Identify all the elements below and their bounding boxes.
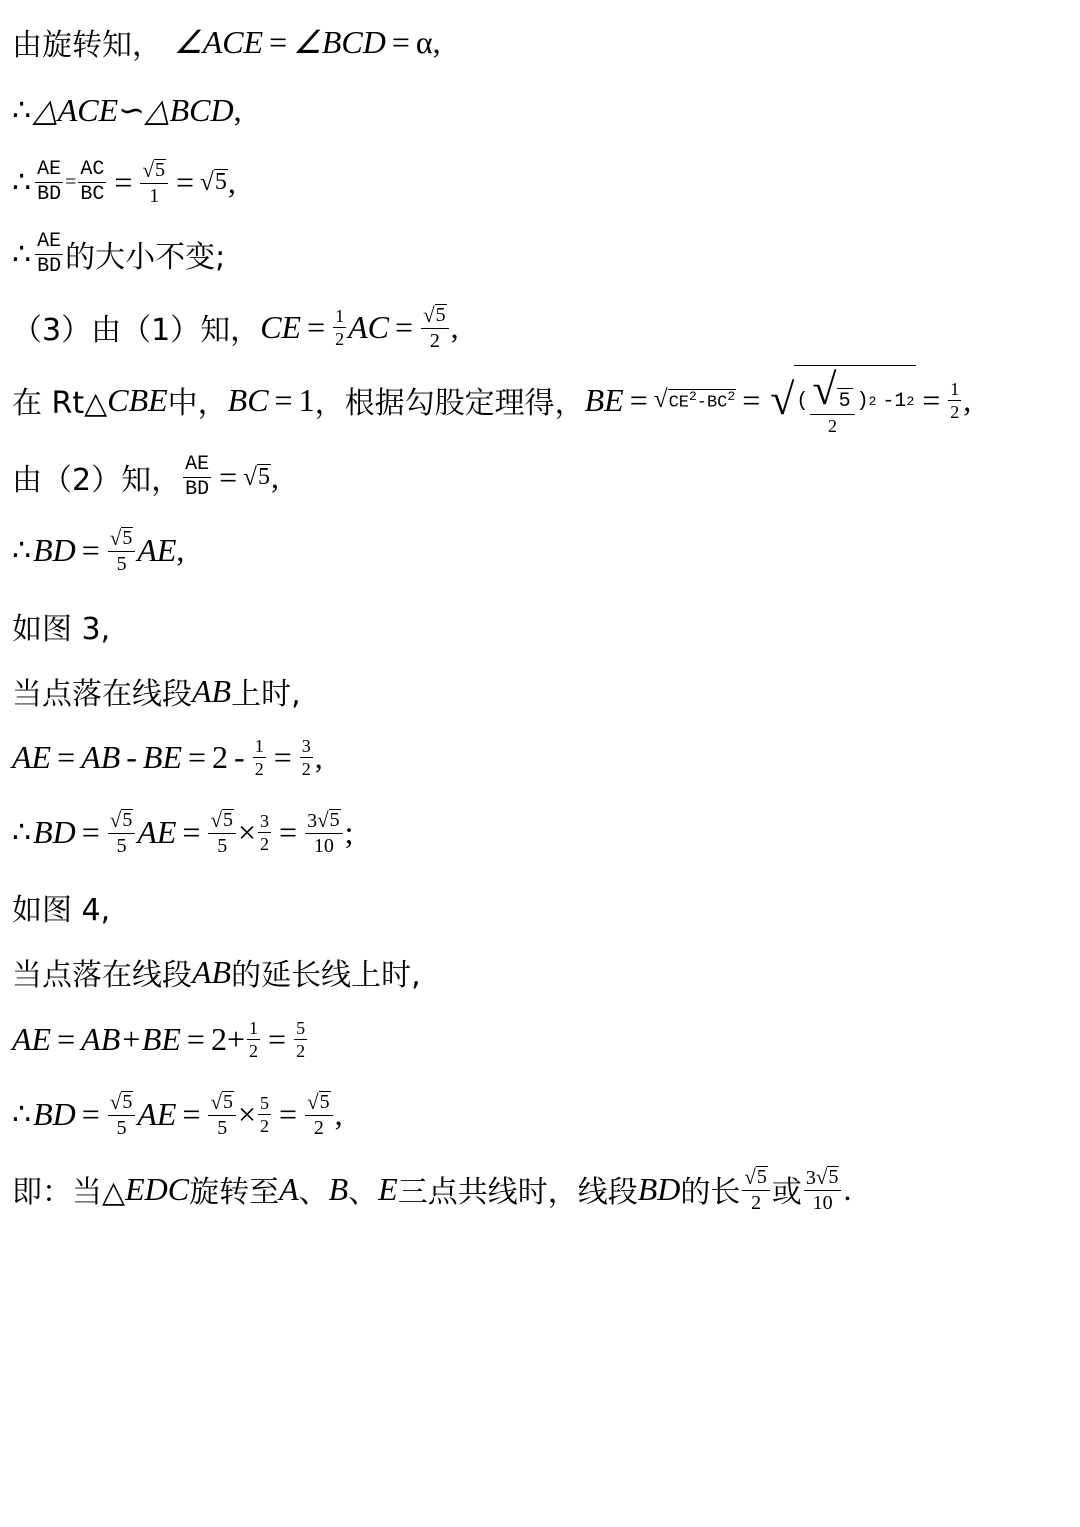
text: 的大小不变; — [65, 240, 226, 275]
equals: = — [391, 23, 410, 60]
minus-one: -1 — [882, 390, 907, 413]
numerator: 3 — [260, 810, 270, 831]
text: 即：当△ — [12, 1175, 126, 1210]
numerator: 1 — [254, 735, 264, 756]
radicand: 5 — [838, 390, 851, 413]
radicand: 5 — [435, 303, 446, 326]
equals: = — [307, 308, 326, 345]
paren-close: ) — [856, 390, 869, 413]
ae: AE — [12, 738, 52, 775]
fraction-root5-over-5 — [108, 527, 136, 574]
equals: = — [274, 381, 293, 418]
denominator: 1 — [149, 184, 160, 207]
denominator: BD — [185, 477, 210, 501]
equals: = — [81, 531, 100, 568]
fraction-root5-over-2 — [742, 1166, 770, 1213]
fraction-5-2 — [294, 1019, 307, 1060]
angle-ace: ∠ACE — [174, 24, 264, 60]
numerator: 1 — [249, 1017, 259, 1038]
numerator: 1 — [950, 378, 960, 399]
equals: = — [114, 163, 133, 200]
equals: = — [57, 1020, 76, 1057]
equals: = — [269, 23, 288, 60]
text: 在 Rt△ — [12, 386, 108, 421]
sqrt-ce2-bc2: √ $CE^2-BC^2$ — [653, 386, 736, 414]
fraction-root5-over-2 — [810, 365, 854, 436]
bc: BC — [227, 381, 269, 418]
equals: = — [81, 813, 100, 850]
numerator: √ 5 — [305, 1091, 333, 1116]
therefore-symbol: ∴ — [12, 532, 32, 568]
text: 的长 — [680, 1175, 741, 1210]
alpha: α, — [415, 23, 441, 60]
minus: - — [126, 738, 137, 775]
numerator: AE — [37, 157, 62, 181]
text: 当点落在线段 — [12, 677, 192, 712]
numerator: √ 5 — [108, 527, 136, 552]
numerator: 3 √ 5 — [305, 809, 343, 834]
separator: 、 — [348, 1175, 379, 1210]
be: BE — [142, 738, 182, 775]
equals: = — [57, 738, 76, 775]
numerator: 5 — [260, 1092, 270, 1113]
text: （3）由（1）知， — [12, 313, 261, 348]
denominator: 5 — [217, 834, 228, 857]
line-angle-equality — [12, 10, 1070, 74]
therefore-symbol: ∴ — [12, 236, 32, 272]
line-on-extension — [12, 940, 1070, 1004]
fraction-ae-bd — [35, 157, 63, 206]
equals: = — [629, 381, 648, 418]
triangle-bcd: △BCD — [144, 92, 234, 128]
numerator: √ 5 — [421, 304, 449, 329]
comma: , — [176, 531, 185, 568]
fraction-5-2 — [258, 1094, 271, 1135]
line-part3-ce — [12, 295, 1070, 359]
exp: 2 — [868, 394, 877, 409]
coefficient: 3 — [307, 809, 318, 832]
numerator — [140, 159, 168, 184]
line-figure4 — [12, 875, 1070, 939]
numerator: √ 5 — [742, 1166, 770, 1191]
two-plus: 2+ — [210, 1020, 246, 1057]
radicand — [668, 389, 737, 413]
fraction-root5-over-5 — [108, 1091, 136, 1138]
semicolon: ; — [344, 813, 354, 850]
line-on-segment — [12, 659, 1070, 723]
fraction-half — [333, 307, 346, 348]
ab-plus-be: AB+BE — [81, 1020, 181, 1057]
ae: AE — [137, 531, 177, 568]
exp: 2 — [727, 389, 736, 405]
line-ratio — [12, 150, 1070, 214]
text: 由旋转知， — [12, 28, 162, 63]
numerator: √ 5 — [208, 809, 236, 834]
comma: , — [450, 308, 459, 345]
equals: = — [175, 163, 195, 200]
fraction-3-2 — [300, 737, 313, 778]
fraction-root5-over-5 — [108, 809, 136, 856]
comma: , — [270, 458, 279, 495]
denominator: BD — [37, 182, 62, 206]
text: 中， — [167, 386, 228, 421]
fraction-half — [948, 380, 961, 421]
bd: BD — [33, 813, 76, 850]
radicand: 5 — [329, 808, 340, 831]
equals: = — [182, 1095, 201, 1132]
text: 如图 4, — [12, 893, 111, 928]
equals-small: = — [65, 170, 77, 193]
numerator: √ 5 — [208, 1091, 236, 1116]
fraction-half — [247, 1019, 260, 1060]
equals: = — [395, 308, 414, 345]
fraction-half — [253, 737, 266, 778]
similar-symbol: ∽ — [118, 92, 145, 128]
angle-bcd: ∠BCD — [293, 24, 386, 60]
bd: BD — [33, 531, 76, 568]
numerator: √ 5 — [810, 368, 854, 415]
denominator: 2 — [335, 328, 345, 349]
denominator: 5 — [116, 834, 127, 857]
sqrt: √ 5 — [142, 157, 165, 182]
denominator: 5 — [116, 1116, 127, 1139]
denominator: BD — [37, 254, 62, 278]
denominator: 2 — [249, 1040, 259, 1061]
ce: CE — [668, 393, 689, 413]
ab: AB — [192, 672, 232, 709]
radicand: 5 — [756, 1165, 767, 1188]
ac: AC — [348, 308, 390, 345]
radicand: 5 — [154, 158, 165, 181]
denominator: 2 — [429, 329, 440, 352]
comma: , — [334, 1095, 343, 1132]
line-figure3 — [12, 594, 1070, 658]
denominator: 2 — [254, 758, 264, 779]
fraction-root5-over-2 — [305, 1091, 333, 1138]
bc: -BC — [696, 393, 728, 413]
equals: = — [279, 1095, 298, 1132]
denominator: 2 — [260, 1115, 270, 1136]
ae: AE — [137, 1095, 177, 1132]
comma: , — [314, 738, 323, 775]
line-bd-case2 — [12, 1082, 1070, 1146]
radicand: 5 — [214, 168, 227, 195]
line-pythagorean — [12, 365, 1070, 436]
cbe: CBE — [107, 381, 168, 418]
numerator: 3 — [301, 735, 311, 756]
fraction-root5-over-5 — [208, 809, 236, 856]
ab: AB — [192, 953, 232, 990]
numerator: AE — [185, 452, 210, 476]
fraction-root5-over-2 — [421, 304, 449, 351]
radicand: 5 — [319, 1090, 330, 1113]
denominator: 2 — [296, 1040, 306, 1061]
radicand: 5 — [122, 808, 133, 831]
period: . — [843, 1170, 852, 1207]
text: ，根据勾股定理得， — [314, 386, 585, 421]
radicand — [794, 365, 916, 435]
equals: = — [81, 1095, 100, 1132]
line-bd-formula — [12, 518, 1070, 582]
fraction-root5-over-5 — [208, 1091, 236, 1138]
denominator: 5 — [217, 1116, 228, 1139]
comma: , — [227, 163, 236, 200]
equals: = — [219, 458, 238, 495]
text: 如图 3, — [12, 612, 111, 647]
denominator: 2 — [751, 1191, 762, 1214]
exp: 2 — [688, 389, 697, 405]
or: 或 — [771, 1175, 802, 1210]
point-e: E — [378, 1170, 398, 1207]
times: × — [238, 813, 257, 850]
fraction-root5-over-1 — [140, 159, 168, 206]
line-ae-case1 — [12, 725, 1070, 789]
therefore-symbol: ∴ — [12, 164, 32, 200]
denominator: 2 — [950, 401, 960, 422]
denominator: 5 — [116, 552, 127, 575]
radicand: 5 — [223, 808, 233, 831]
numerator: AE — [37, 229, 62, 253]
numerator: AC — [80, 157, 105, 181]
fraction-ae-bd — [35, 229, 63, 278]
equals: = — [268, 1020, 287, 1057]
fraction-3root5-over-10 — [305, 809, 343, 856]
ae: AE — [137, 813, 177, 850]
text: 上时, — [231, 677, 301, 712]
text: 由（2）知， — [12, 463, 182, 498]
sqrt-expression: √ ( √ 5 2 ) 2 -1 2 — [770, 365, 915, 436]
paren-open: ( — [796, 390, 809, 413]
line-ratio-constant — [12, 222, 1070, 286]
therefore-symbol: ∴ — [12, 92, 32, 128]
numerator: 3 √ 5 — [804, 1166, 842, 1191]
text: 三点共线时，线段 — [397, 1175, 638, 1210]
numerator: 1 — [335, 305, 345, 326]
comma: , — [963, 381, 972, 418]
radicand: 5 — [223, 1090, 233, 1113]
ce: CE — [260, 308, 302, 345]
equals: = — [922, 381, 941, 418]
ae: AE — [12, 1020, 52, 1057]
radicand: 5 — [122, 526, 133, 549]
denominator: 2 — [313, 1116, 324, 1139]
radicand: 5 — [122, 1090, 133, 1113]
be: BE — [584, 381, 624, 418]
numerator: √ 5 — [108, 1091, 136, 1116]
line-ae-case2 — [12, 1007, 1070, 1071]
coefficient: 3 — [805, 1166, 816, 1189]
ab: AB — [81, 738, 121, 775]
fraction-3-2 — [258, 812, 271, 853]
denominator: BC — [80, 182, 105, 206]
equals: = — [182, 813, 201, 850]
fraction-ac-bc — [78, 157, 106, 206]
line-from-part2 — [12, 445, 1070, 509]
text: 的延长线上时, — [231, 958, 421, 993]
numerator: 5 — [296, 1017, 306, 1038]
denominator: 2 — [260, 833, 270, 854]
triangle-ace: △ACE — [33, 92, 119, 128]
exp: 2 — [906, 394, 915, 409]
one: 1 — [298, 381, 315, 418]
edc: EDC — [125, 1170, 190, 1207]
fraction-ae-bd — [183, 452, 211, 501]
fraction-3root5-over-10 — [804, 1166, 842, 1213]
radicand: 5 — [828, 1165, 839, 1188]
separator: 、 — [298, 1175, 329, 1210]
line-similar-triangles — [12, 78, 1070, 142]
sqrt-5: √ 5 — [200, 168, 227, 196]
bd: BD — [637, 1170, 681, 1207]
bd: BD — [33, 1095, 76, 1132]
denominator: 10 — [313, 834, 334, 857]
times: × — [238, 1095, 257, 1132]
therefore-symbol: ∴ — [12, 1096, 32, 1132]
numerator: √ 5 — [108, 809, 136, 834]
line-bd-case1 — [12, 800, 1070, 864]
equals: = — [187, 738, 207, 775]
text: 当点落在线段 — [12, 958, 192, 993]
comma: , — [233, 91, 242, 128]
denominator: 2 — [828, 416, 837, 436]
sqrt-5: √ 5 — [243, 463, 270, 491]
text: 旋转至 — [189, 1175, 280, 1210]
denominator: 10 — [812, 1191, 833, 1214]
radicand: 5 — [257, 463, 270, 490]
equals: = — [742, 381, 761, 418]
equals: = — [186, 1020, 205, 1057]
line-conclusion — [12, 1157, 1070, 1221]
equals: = — [279, 813, 298, 850]
two: 2 — [212, 738, 229, 775]
point-b: B — [328, 1170, 349, 1207]
equals: = — [273, 738, 292, 775]
minus: - — [234, 738, 245, 775]
therefore-symbol: ∴ — [12, 814, 32, 850]
denominator: 2 — [301, 758, 311, 779]
point-a: A — [279, 1170, 299, 1207]
